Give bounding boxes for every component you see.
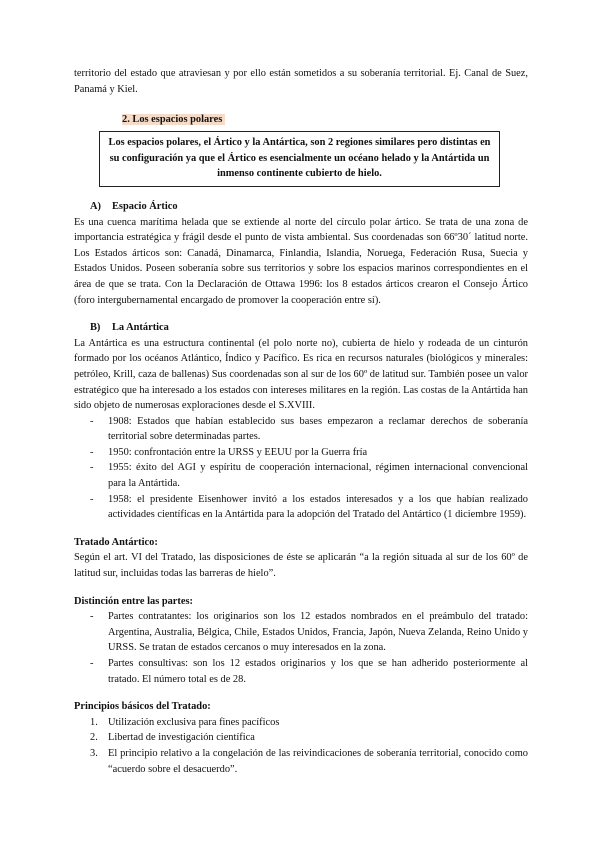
dash-bullet: - — [90, 611, 94, 623]
summary-box: Los espacios polares, el Ártico y la Antártica, son 2 regiones similares pero distintas en su configuración ya que el Ártico es esencialmente un océano helado y la Antártida un inmenso continente cubierto de hielo. — [99, 131, 500, 187]
list-item-text: Utilización exclusiva para fines pacíficos — [108, 716, 280, 728]
subsection-title: La Antártica — [112, 322, 169, 334]
intro-paragraph: territorio del estado que atraviesan y por ello están sometidos a su soberanía territorial. Ej. Canal de Suez, Panamá y Kiel. — [74, 68, 528, 95]
dash-bullet: - — [90, 415, 94, 427]
list-item-text: 1908: Estados que habían establecido sus bases empezaron a reclamar derechos de soberanía territorial sobre determinadas partes. — [108, 415, 528, 443]
antartica-history-list — [74, 414, 528, 523]
dash-bullet: - — [90, 462, 94, 474]
document-page — [74, 66, 528, 777]
section-heading-text: 2. Los espacios polares — [122, 114, 225, 125]
dash-bullet: - — [90, 446, 94, 458]
list-item-text: 1950: confrontación entre la URSS y EEUU por la Guerra fría — [108, 446, 368, 458]
section-heading-espacios-polares — [122, 112, 528, 128]
subsection-title: Espacio Ártico — [112, 200, 178, 212]
list-number: 2. — [90, 732, 98, 744]
dash-bullet: - — [90, 658, 94, 669]
principios-list — [74, 715, 528, 777]
distincion-heading: Distinción entre las partes: — [74, 595, 194, 607]
distincion-list — [74, 609, 528, 687]
list-item — [74, 730, 528, 746]
subsection-letter: A) — [90, 200, 101, 212]
list-number: 1. — [90, 716, 98, 728]
antartica-paragraph: La Antártica es una estructura continental (el polo norte no), cubierta de hielo y rodeada de un cinturón formado por los océanos Atlántico, Índico y Pacífico. Es rica en recursos naturales (biológicos y minerales: petróleo, Krill, caza de ballenas) Sus coordenadas son al sur de los 60º de latitud sur. También posee un valor estratégico que ha interesado a los estados con intereses militares en la región. Las costas de la Antártida han sido objeto de numerosas exploraciones desde el S.XVIII. — [74, 337, 528, 412]
list-item — [74, 609, 528, 656]
artico-paragraph: Es una cuenca marítima helada que se extiende al norte del círculo polar ártico. Se trata de una zona de importancia estratégica y frágil desde el punto de vista ambiental. Sus coordenadas son 66º30´ latitud norte. Los Estados árticos son: Canadá, Dinamarca, Finlandia, Islandia, Noruega, Federación Rusa, Suecia y Estados Unidos. Poseen soberanía sobre sus territorios y sobre los espacios marinos correspondientes en el área de que se trata. Con la Declaración de Ottawa 1996: los 8 estados árticos crearon el Consejo Ártico (foro intergubernamental encargado de promover la cooperación entre sí). — [74, 216, 528, 306]
list-item — [74, 492, 528, 523]
list-item — [74, 460, 528, 491]
tratado-heading: Tratado Antártico: — [74, 536, 158, 548]
list-number: 3. — [90, 747, 98, 759]
list-item — [74, 656, 528, 687]
list-item-text: 1955: éxito del AGI y espíritu de cooperación internacional, régimen internacional convencional para la Antártida. — [108, 462, 528, 490]
list-item-text: El principio relativo a la congelación de las reivindicaciones de soberanía territorial, conocido como “acuerdo sobre el desacuerdo”. — [108, 747, 528, 775]
list-item — [74, 414, 528, 445]
tratado-paragraph: Según el art. VI del Tratado, las disposiciones de éste se aplicarán “a la región situada al sur de los 60º de latitud sur, incluidas todas las barreras de hielo”. — [74, 552, 528, 580]
list-item-text: Partes consultivas: son los 12 estados originarios y los que se han adherido posteriormente al tratado. El número total es de 28. — [108, 658, 528, 685]
list-item-text: 1958: el presidente Eisenhower invitó a los estados interesados y a los que habían realizado actividades científicas en la Antártida para la adopción del Tratado del Antártico (1 diciembre 1959). — [108, 493, 528, 521]
list-item — [74, 715, 528, 731]
subsection-letter: B) — [90, 322, 101, 334]
list-item — [74, 746, 528, 777]
subsection-heading-artico — [74, 199, 528, 215]
list-item — [74, 445, 528, 461]
list-item-text: Partes contratantes: los originarios son los 12 estados nombrados en el preámbulo del tratado: Argentina, Australia, Bélgica, Chile, Estados Unidos, Francia, Japón, Nueva Zelanda, Reino Unido y URSS. Se tratan de estados cercanos o muy interesados en la zona. — [108, 611, 528, 654]
dash-bullet: - — [90, 493, 94, 505]
subsection-heading-antartica — [74, 320, 528, 336]
list-item-text: Libertad de investigación científica — [108, 732, 255, 744]
principios-heading: Principios básicos del Tratado: — [74, 701, 211, 713]
